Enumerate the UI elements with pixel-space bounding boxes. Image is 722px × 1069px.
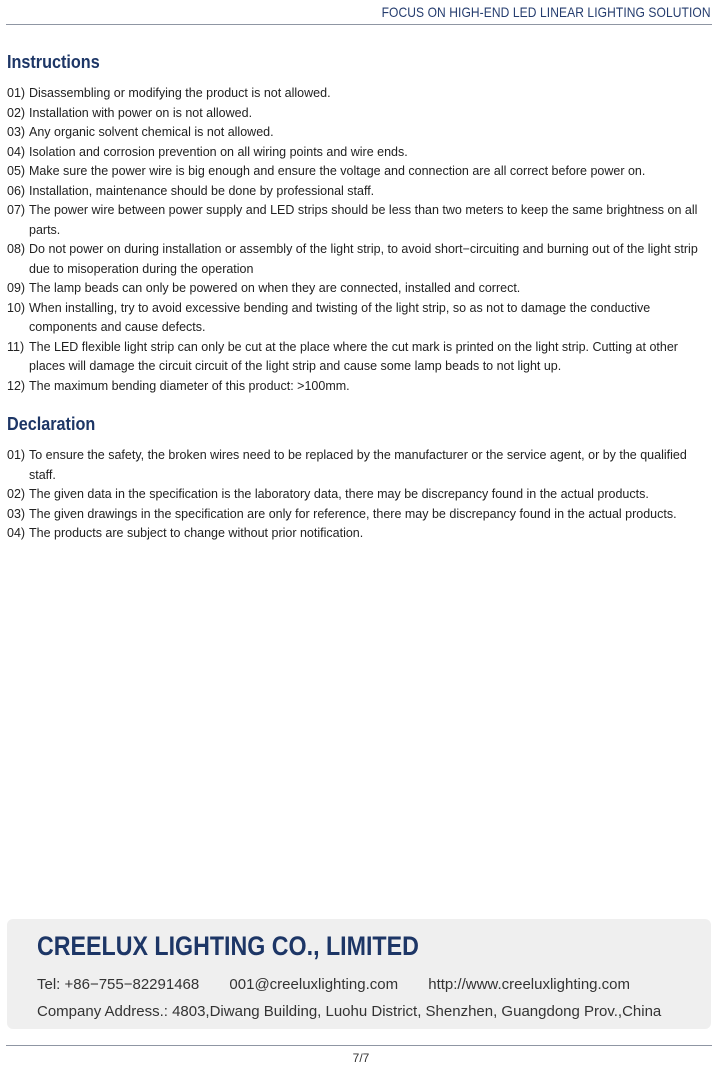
page-header	[0, 0, 722, 26]
list-item	[7, 182, 711, 202]
page-number: 7/7	[352, 1051, 370, 1065]
list-item	[7, 338, 711, 377]
item-number: 03)	[7, 506, 26, 521]
list-item	[7, 377, 711, 397]
item-text: Any organic solvent chemical is not allowed.	[29, 125, 274, 139]
item-text: The LED flexible light strip can only be cut at the place where the cut mark is printed on the light strip. Cutting at other places will damage the circuit circuit of the light strip and cause some lamp beads to not light up.	[29, 339, 678, 373]
email-link[interactable]: 001@creeluxlighting.com	[229, 976, 399, 993]
contact-row	[37, 976, 656, 993]
list-item	[7, 505, 711, 525]
website-link[interactable]: http://www.creeluxlighting.com	[428, 976, 631, 993]
list-item	[7, 201, 711, 240]
declaration-list	[7, 446, 711, 544]
company-footer	[7, 919, 711, 1029]
item-text: Isolation and corrosion prevention on all wiring points and wire ends.	[29, 144, 408, 159]
item-text: Make sure the power wire is big enough and ensure the voltage and connection are all correct before power on.	[29, 164, 646, 178]
item-number: 11)	[7, 339, 25, 354]
phone-number: Tel: +86−755−82291468	[37, 976, 200, 993]
item-text: When installing, try to avoid excessive bending and twisting of the light strip, so as not to damage the conductive components and cause defects.	[29, 300, 651, 334]
list-item	[7, 299, 711, 338]
list-item	[7, 446, 711, 485]
item-number: 07)	[7, 203, 26, 217]
list-item	[7, 104, 711, 124]
item-number: 12)	[7, 378, 26, 393]
item-text: Installation with power on is not allowed.	[29, 105, 253, 120]
item-number: 02)	[7, 487, 26, 501]
list-item	[7, 240, 711, 279]
item-text: The maximum bending diameter of this product: >100mm.	[29, 378, 350, 393]
list-item	[7, 279, 711, 299]
item-number: 06)	[7, 183, 26, 198]
item-text: The power wire between power supply and LED strips should be less than two meters to keep the same brightness on all parts.	[29, 203, 698, 237]
item-text: Do not power on during installation or assembly of the light strip, to avoid short−circuiting and burning out of the light strip due to misoperation during the operation	[29, 242, 698, 276]
item-text: The given drawings in the specification are only for reference, there may be discrepancy found in the actual products.	[29, 506, 677, 521]
list-item	[7, 162, 711, 182]
instructions-list	[7, 84, 711, 396]
item-number: 05)	[7, 164, 26, 178]
item-number: 08)	[7, 242, 26, 256]
item-text: The given data in the specification is the laboratory data, there may be discrepancy found in the actual products.	[29, 487, 649, 501]
item-number: 03)	[7, 125, 26, 139]
header-divider	[6, 24, 712, 25]
item-number: 02)	[7, 105, 26, 120]
list-item	[7, 485, 711, 505]
list-item	[7, 143, 711, 163]
item-text: Disassembling or modifying the product is not allowed.	[29, 86, 331, 100]
header-tagline: FOCUS ON HIGH-END LED LINEAR LIGHTING SOLUTION	[381, 4, 711, 20]
item-number: 04)	[7, 526, 26, 540]
item-number: 01)	[7, 86, 26, 100]
list-item	[7, 524, 711, 544]
item-text: The products are subject to change without prior notification.	[29, 526, 364, 540]
item-text: The lamp beads can only be powered on when they are connected, installed and correct.	[29, 281, 521, 295]
item-text: Installation, maintenance should be done by professional staff.	[29, 183, 375, 198]
item-number: 10)	[7, 300, 26, 315]
footer-divider	[6, 1045, 712, 1046]
company-address: Company Address.: 4803,Diwang Building, Luohu District, Shenzhen, Guangdong Prov.,China	[37, 1003, 662, 1020]
instructions-heading: Instructions	[7, 52, 100, 72]
item-number: 09)	[7, 281, 26, 295]
item-number: 04)	[7, 144, 26, 159]
company-name: CREELUX LIGHTING CO., LIMITED	[37, 931, 419, 961]
item-text: To ensure the safety, the broken wires need to be replaced by the manufacturer or the service agent, or by the qualified staff.	[29, 448, 687, 482]
declaration-heading: Declaration	[7, 414, 96, 434]
list-item	[7, 123, 711, 143]
list-item	[7, 84, 711, 104]
item-number: 01)	[7, 448, 26, 462]
